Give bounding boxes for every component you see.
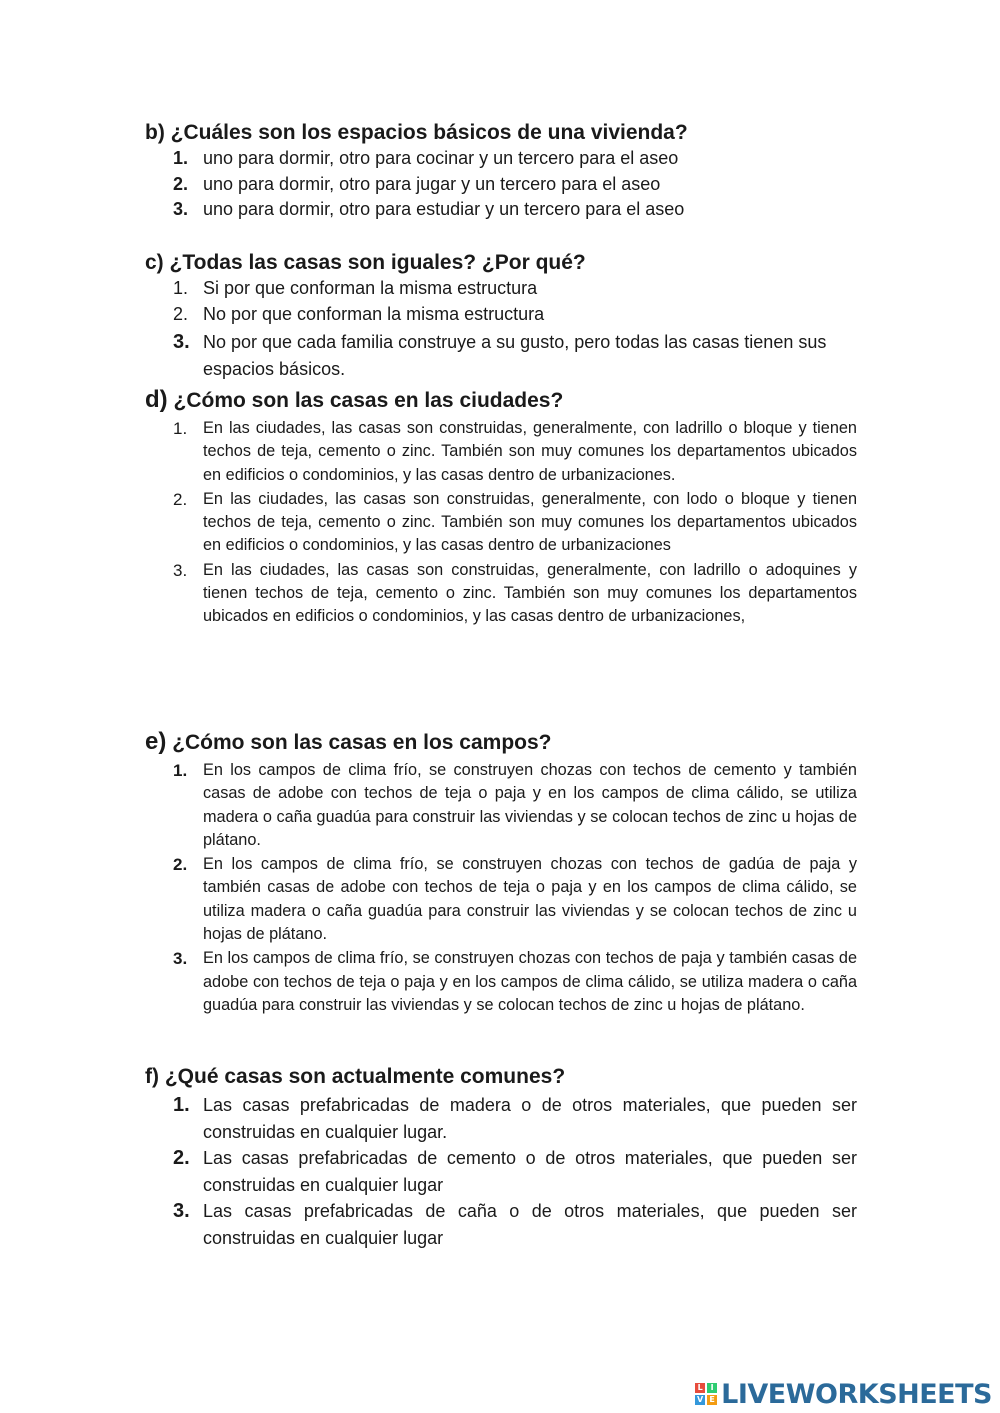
option-1[interactable] bbox=[145, 276, 857, 302]
option-text: En los campos de clima frío, se construyen chozas con techos de gadúa de paja y también casas de adobe con techos de teja o paja y en los campos de clima cálido, se utiliza madera o caña guadúa para construir las viviendas y se colocan techos de zinc u hojas de plátano. bbox=[203, 855, 857, 944]
options-list bbox=[145, 276, 857, 383]
question-text: ¿Cómo son las casas en las ciudades? bbox=[173, 389, 564, 412]
question-text: ¿Cómo son las casas en los campos? bbox=[172, 731, 552, 754]
question-e bbox=[145, 729, 857, 1017]
question-letter: d) bbox=[145, 386, 168, 413]
option-text: En los campos de clima frío, se construyen chozas con techos de cemento y también casas de adobe con techos de teja o paja y en los campos de clima cálido, se utiliza madera o caña guadúa para construir las viviendas y se colocan techos de zinc u hojas de plátano. bbox=[203, 761, 857, 849]
question-b bbox=[145, 120, 857, 223]
logo-text: LIVEWORKSHEETS bbox=[721, 1378, 992, 1410]
option-text: uno para dormir, otro para jugar y un tercero para el aseo bbox=[203, 173, 661, 194]
option-text: uno para dormir, otro para cocinar y un tercero para el aseo bbox=[203, 148, 679, 168]
options-list bbox=[145, 759, 857, 1017]
option-number: 1. bbox=[173, 761, 188, 780]
option-text: En las ciudades, las casas son construidas, generalmente, con ladrillo o bloque y tienen techos de teja, cemento o zinc. También son muy comunes los departamentos ubicados en edificios o condominios, y las casas dentro de urbanizaciones. bbox=[203, 419, 857, 484]
question-c bbox=[145, 250, 857, 383]
options-list bbox=[145, 146, 857, 223]
question-f bbox=[145, 1064, 857, 1251]
logo-mark-icon bbox=[695, 1383, 717, 1405]
option-number: 2. bbox=[173, 489, 188, 509]
option-2[interactable] bbox=[145, 302, 857, 328]
logo-mark-cell: V bbox=[697, 1395, 704, 1404]
option-number: 2. bbox=[173, 855, 188, 875]
option-number: 2. bbox=[173, 173, 189, 194]
question-title bbox=[145, 387, 857, 414]
option-text: En las ciudades, las casas son construidas, generalmente, con lodo o bloque y tienen techos de teja, cemento o zinc. También son muy comunes los departamentos ubicados en edificios o condominios, y las casas dentro de urbanizaciones bbox=[203, 489, 857, 555]
option-3[interactable] bbox=[145, 329, 857, 383]
liveworksheets-logo bbox=[695, 1379, 992, 1409]
option-number: 1. bbox=[173, 1094, 190, 1116]
option-text: uno para dormir, otro para estudiar y un tercero para el aseo bbox=[203, 199, 685, 219]
option-number: 2. bbox=[173, 1147, 190, 1169]
question-letter: c) bbox=[145, 251, 164, 274]
option-number: 2. bbox=[173, 303, 189, 324]
option-3[interactable] bbox=[145, 559, 857, 629]
question-title bbox=[145, 250, 857, 276]
option-text: Las casas prefabricadas de cemento o de otros materiales, que pueden ser construidas en cualquier lugar bbox=[203, 1148, 857, 1195]
option-3[interactable] bbox=[145, 197, 857, 223]
option-number: 3. bbox=[173, 560, 188, 580]
option-number: 1. bbox=[173, 148, 189, 168]
option-text: No por que conforman la misma estructura bbox=[203, 303, 545, 324]
option-1[interactable] bbox=[145, 146, 857, 172]
options-list bbox=[145, 417, 857, 629]
question-text: ¿Cuáles son los espacios básicos de una vivienda? bbox=[170, 121, 688, 144]
question-letter: f) bbox=[145, 1065, 159, 1088]
option-1[interactable] bbox=[145, 1092, 857, 1145]
option-1[interactable] bbox=[145, 759, 857, 852]
option-number: 3. bbox=[173, 1200, 190, 1222]
option-number: 1. bbox=[173, 419, 188, 438]
question-title bbox=[145, 120, 857, 146]
option-text: Las casas prefabricadas de madera o de otros materiales, que pueden ser construidas en cualquier lugar. bbox=[203, 1095, 857, 1142]
question-letter: b) bbox=[145, 121, 165, 144]
option-text: Las casas prefabricadas de caña o de otros materiales, que pueden ser construidas en cualquier lugar bbox=[203, 1201, 857, 1248]
option-text: En los campos de clima frío, se construyen chozas con techos de paja y también casas de adobe con techos de teja o paja y en los campos de clima cálido, se utiliza madera o caña guadúa para construir las viviendas y se colocan techos de zinc u hojas de plátano. bbox=[203, 949, 857, 1014]
option-text: Si por que conforman la misma estructura bbox=[203, 278, 538, 298]
option-2[interactable] bbox=[145, 488, 857, 558]
option-number: 3. bbox=[173, 331, 190, 353]
option-number: 3. bbox=[173, 199, 189, 219]
options-list bbox=[145, 1092, 857, 1251]
option-number: 3. bbox=[173, 949, 188, 969]
question-text: ¿Todas las casas son iguales? ¿Por qué? bbox=[169, 251, 586, 274]
option-3[interactable] bbox=[145, 947, 857, 1017]
logo-mark-cell: L bbox=[695, 1383, 705, 1393]
logo-mark-cell: I bbox=[707, 1383, 717, 1393]
option-1[interactable] bbox=[145, 417, 857, 487]
option-2[interactable] bbox=[145, 853, 857, 946]
option-3[interactable] bbox=[145, 1198, 857, 1251]
option-number: 1. bbox=[173, 278, 189, 298]
question-letter: e) bbox=[145, 728, 167, 755]
option-2[interactable] bbox=[145, 1145, 857, 1198]
option-text: En las ciudades, las casas son construidas, generalmente, con ladrillo o adoquines y tienen techos de teja, cemento o zinc. También son muy comunes los departamentos ubicados en edificios o condominios, y las casas dentro de urbanizaciones, bbox=[203, 560, 857, 626]
question-text: ¿Qué casas son actualmente comunes? bbox=[164, 1065, 566, 1088]
logo-mark-cell: E bbox=[707, 1395, 717, 1405]
option-2[interactable] bbox=[145, 172, 857, 198]
question-title bbox=[145, 1064, 857, 1090]
option-text: No por que cada familia construye a su gusto, pero todas las casas tienen sus espacios básicos. bbox=[203, 332, 827, 379]
question-title bbox=[145, 729, 857, 756]
question-d bbox=[145, 387, 857, 629]
